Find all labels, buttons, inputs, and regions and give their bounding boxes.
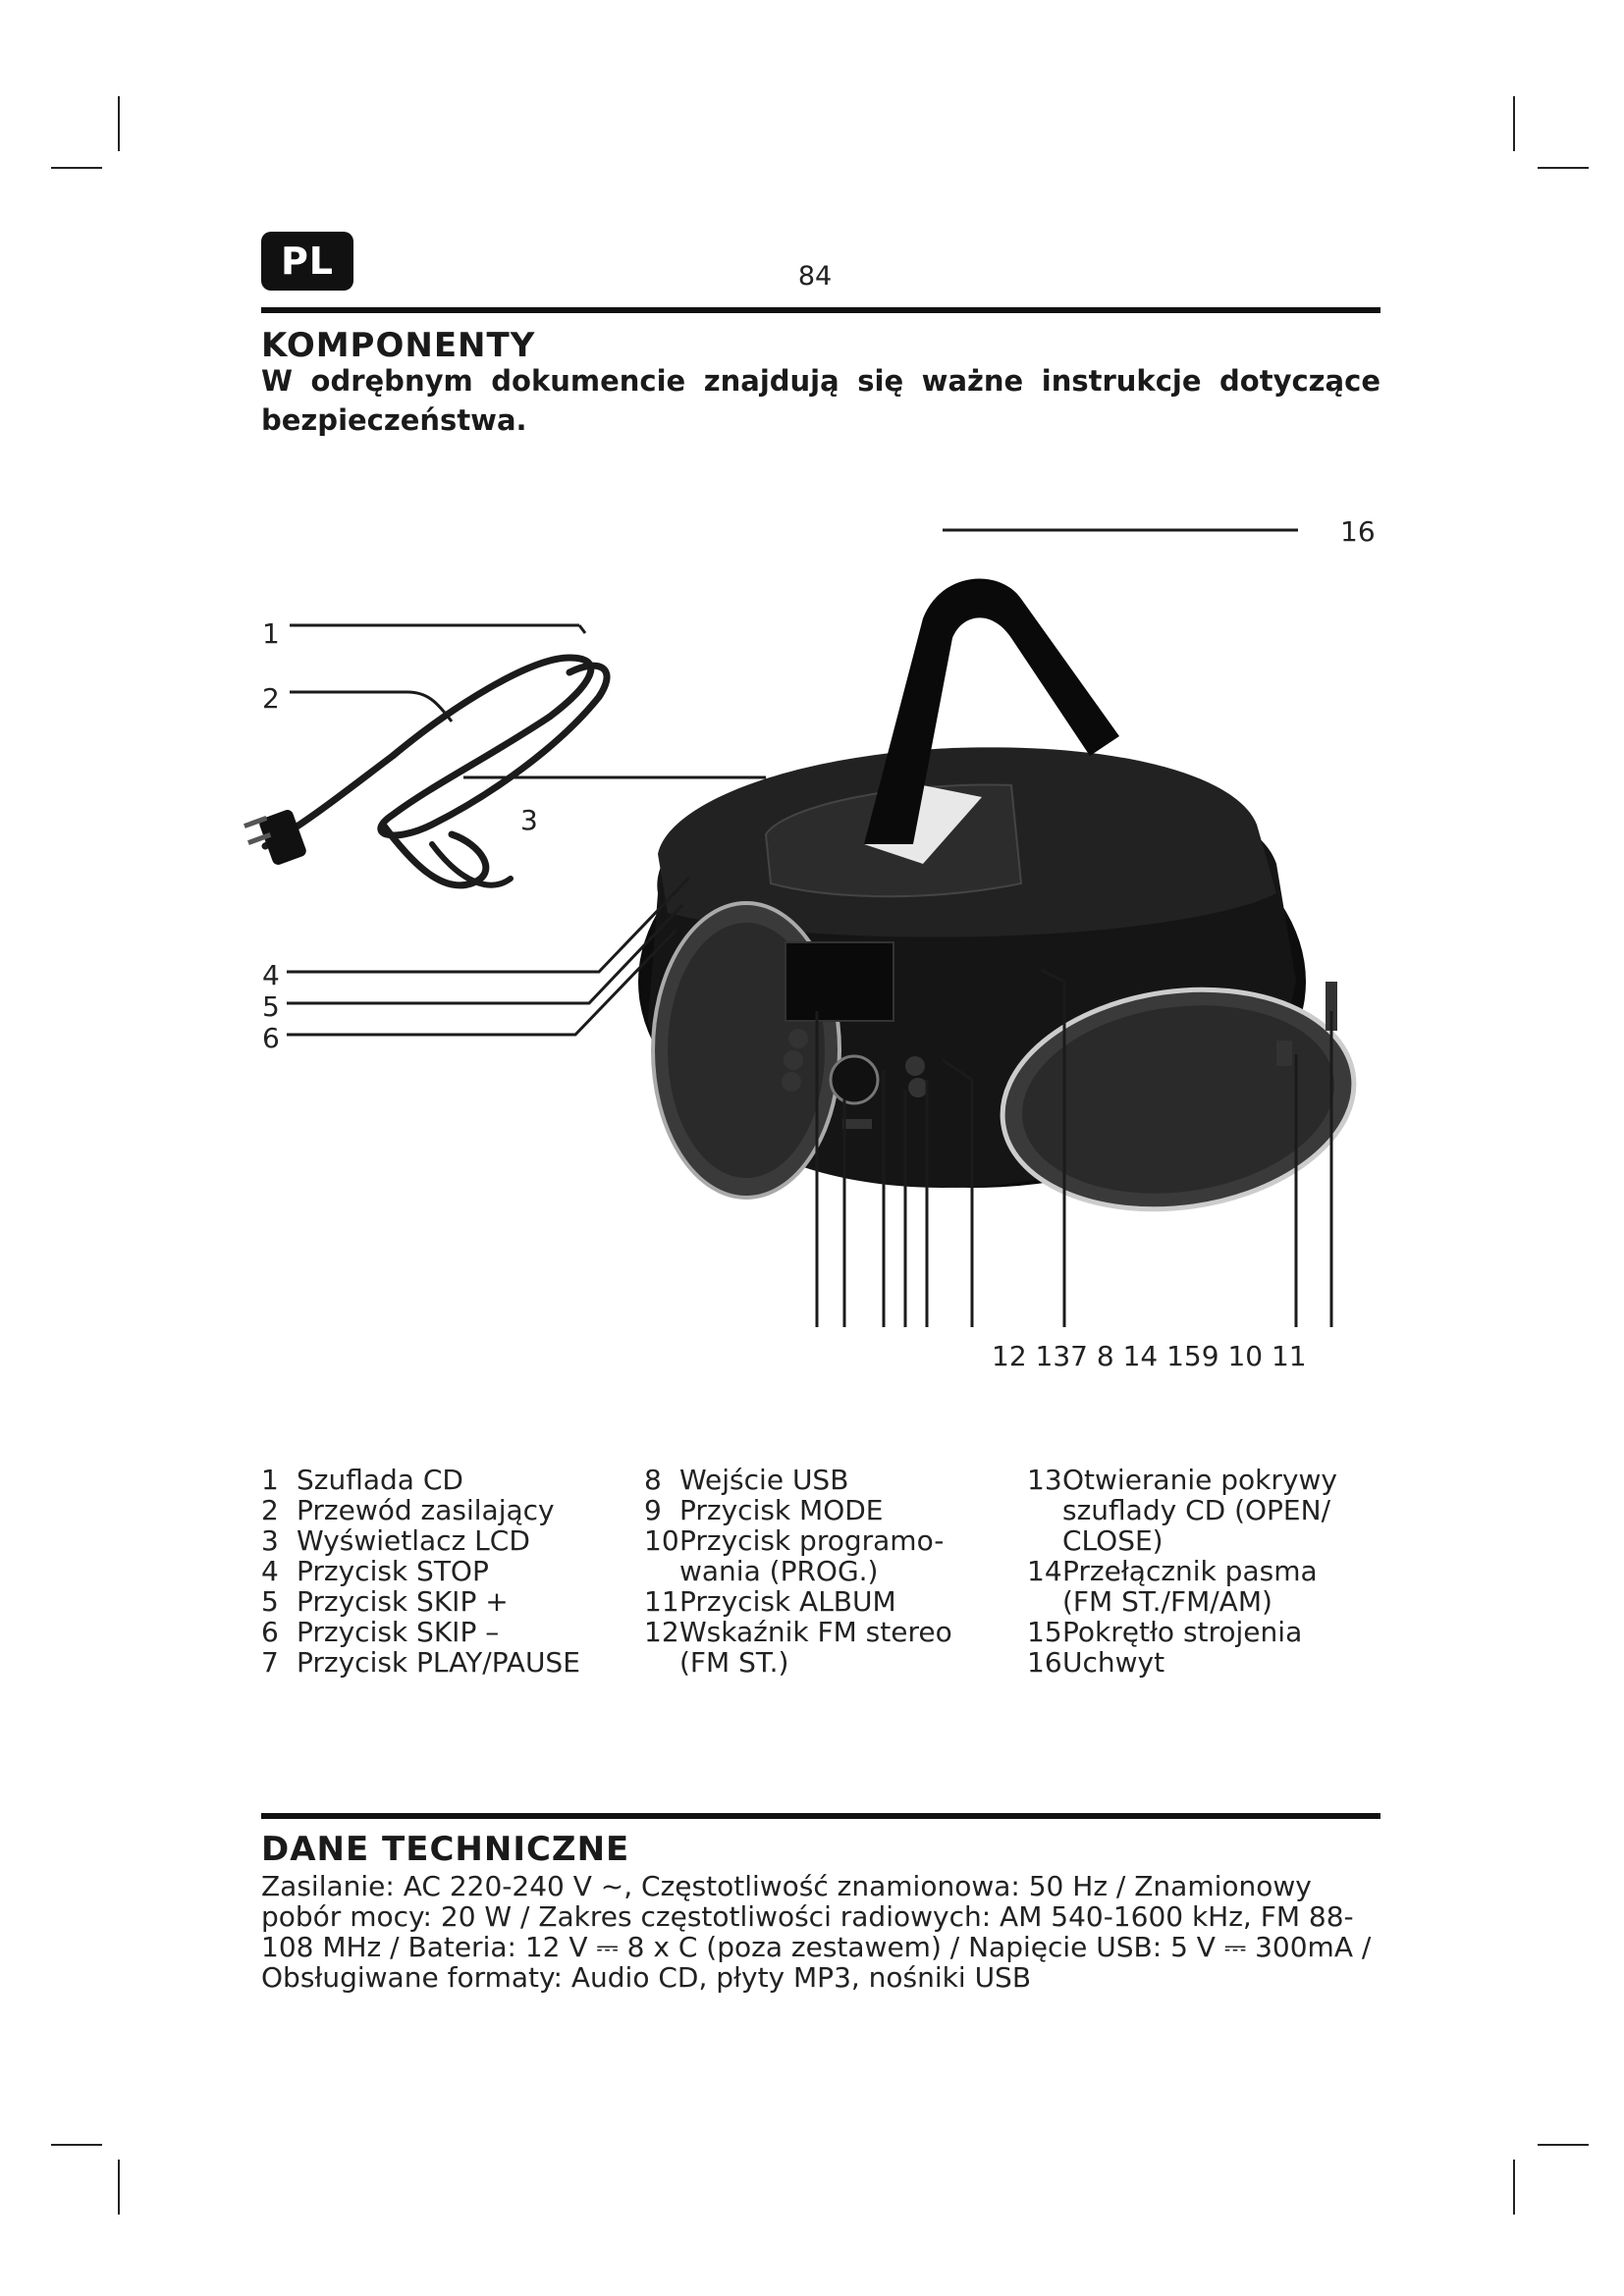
specs-rule: [261, 1813, 1380, 1819]
crop-mark: [118, 96, 120, 151]
callout-16: 16: [1340, 515, 1376, 548]
legend-item: 7 Przycisk PLAY/PAUSE: [261, 1646, 580, 1679]
legend-column-1: [261, 1465, 615, 1678]
legend-item: 1 Szuflada CD: [261, 1464, 463, 1496]
legend-column-2: [644, 1465, 998, 1678]
callout-3: 3: [520, 804, 538, 836]
legend-item: 6 Przycisk SKIP –: [261, 1616, 500, 1648]
callout-6: 6: [262, 1022, 280, 1054]
boombox-body: [638, 579, 1369, 1231]
callout-2: 2: [262, 682, 280, 715]
specs-text: Zasilanie: AC 220-240 V ~, Częstotliwość znamionowa: 50 Hz / Znamionowy pobór mocy: 20 W / Zakres częstotliwości radiowych: AM 540-1600 kHz, FM 88-108 MHz / Bateria: 12 V ⎓ 8 x C (poza zestawem) / Napięcie USB: 5 V ⎓ 300mA / Obsługiwane formaty: Audio CD, płyty MP3, nośniki USB: [261, 1870, 1372, 1994]
page-number: 84: [797, 261, 833, 292]
crop-mark: [51, 167, 102, 169]
crop-mark: [1513, 2160, 1515, 2215]
crop-mark: [1513, 96, 1515, 151]
legend-item: 5 Przycisk SKIP +: [261, 1585, 509, 1618]
specs-title: DANE TECHNICZNE: [261, 1830, 630, 1869]
legend-item: 9 Przycisk MODE: [644, 1494, 884, 1526]
boombox-illustration: [236, 432, 1394, 1384]
callout-4: 4: [262, 959, 280, 991]
callout-bottom-numbers: 12 137 8 14 159 10 11: [992, 1340, 1307, 1372]
legend-item: 2 Przewód zasilający: [261, 1494, 555, 1526]
legend-item: 3 Wyświetlacz LCD: [261, 1524, 530, 1557]
plug-icon: [244, 808, 307, 866]
legend-item: 8 Wejście USB: [644, 1464, 849, 1496]
legend-item: 16 Uchwyt: [1027, 1646, 1165, 1679]
legend-column-3: [1027, 1465, 1380, 1678]
product-figure: [236, 432, 1394, 1384]
legend-item: 13 Otwieranie pokrywy szuflady CD (OPEN/ CLOSE): [1027, 1464, 1337, 1557]
crop-mark: [1538, 2144, 1589, 2146]
safety-intro: W odrębnym dokumencie znajdują się ważne instrukcje dotyczące bezpieczeństwa.: [261, 364, 1380, 437]
crop-mark: [1538, 167, 1589, 169]
crop-mark: [118, 2160, 120, 2215]
language-badge: PL: [261, 232, 353, 291]
legend-item: 12 Wskaźnik FM stereo (FM ST.): [644, 1616, 952, 1679]
components-title: KOMPONENTY: [261, 326, 536, 365]
callout-1: 1: [262, 617, 280, 650]
legend-item: 4 Przycisk STOP: [261, 1555, 489, 1587]
legend-item: 10 Przycisk programo- wania (PROG.): [644, 1524, 945, 1587]
legend-item: 14 Przełącznik pasma (FM ST./FM/AM): [1027, 1555, 1318, 1618]
crop-mark: [51, 2144, 102, 2146]
callout-5: 5: [262, 990, 280, 1023]
legend-item: 11 Przycisk ALBUM: [644, 1585, 896, 1618]
header-rule: [261, 307, 1380, 313]
legend-item: 15 Pokrętło strojenia: [1027, 1616, 1303, 1648]
